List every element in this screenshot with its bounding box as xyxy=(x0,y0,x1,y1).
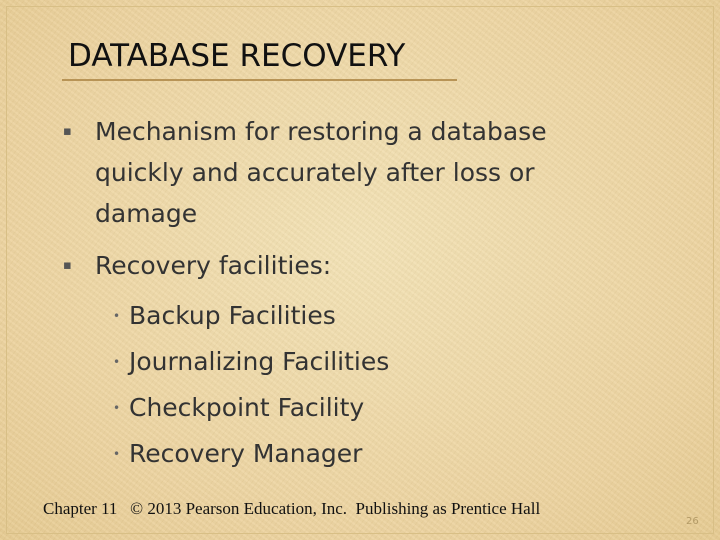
sub-bullet-marker: • xyxy=(113,447,121,461)
bullet-1-line-1: Mechanism for restoring a database xyxy=(95,117,547,146)
bullet-2-line-1: Recovery facilities: xyxy=(95,251,332,280)
page-number: 26 xyxy=(686,516,699,527)
sub-item-checkpoint: Checkpoint Facility xyxy=(129,393,365,422)
sub-item-journalizing: Journalizing Facilities xyxy=(129,347,390,376)
sub-bullet-marker: • xyxy=(113,309,121,323)
sub-item-recovery-manager: Recovery Manager xyxy=(129,439,363,468)
slide-title: DATABASE RECOVERY xyxy=(68,38,406,74)
bullet-1-line-3: damage xyxy=(95,199,198,228)
title-underline xyxy=(62,79,457,81)
bullet-1-line-2: quickly and accurately after loss or xyxy=(95,158,535,187)
sub-bullet-marker: • xyxy=(113,355,121,369)
slide-footer: Chapter 11 © 2013 Pearson Education, Inc. Publishing as Prentice Hall xyxy=(43,499,541,518)
bullet-marker: ▪ xyxy=(63,124,72,139)
sub-bullet-marker: • xyxy=(113,401,121,415)
sub-item-backup: Backup Facilities xyxy=(129,301,336,330)
bullet-marker: ▪ xyxy=(63,258,72,273)
